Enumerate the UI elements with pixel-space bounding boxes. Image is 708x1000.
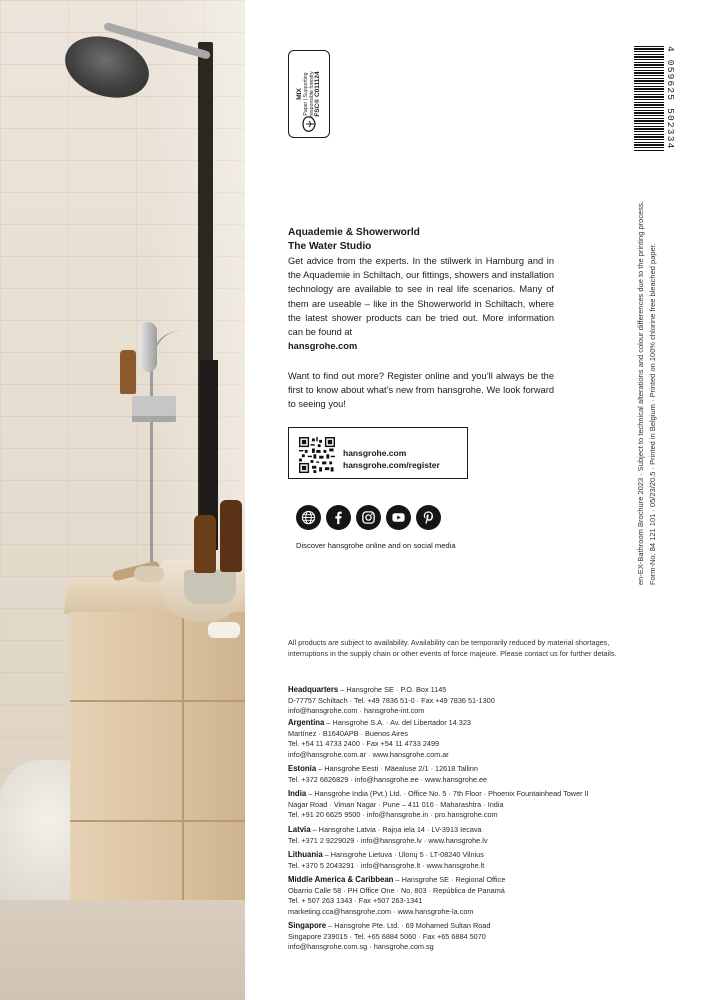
contact-headquarters: Headquarters – Hansgrohe SE · P.O. Box 1145 D-77757 Schiltach · Tel. +49 7836 51-0 · Fax +49 7836 51-1300 info@hansgrohe.com · hansgrohe-int.com (288, 685, 495, 716)
contact-estonia: Estonia – Hansgrohe Eesti · Mäealuse 2/1 · 12618 Tallinn Tel. +372 6826829 · info@hansgrohe.ee · www.hansgrohe.ee (288, 764, 488, 784)
instagram-icon[interactable] (356, 505, 381, 530)
barcode-number: 4 059625 502334 (665, 46, 676, 150)
contact-argentina: Argentina – Hansgrohe S.A. · Av. del Libertador 14.323 Martínez · B1640APB · Buenos Aires Tel. +54 11 4733 2400 · Fax +54 11 4733 2499 info@hansgrohe.com.ar · www.hansgrohe.com.ar (288, 718, 471, 759)
link-register[interactable]: hansgrohe.com/register (343, 460, 440, 470)
contact-middle-america: Middle America & Caribbean – Hansgrohe SE · Regional Office Obarrio Calle 58 · PH Office One · No. 803 · República de Panamá Tel. + 507 263 1343 · Fax +507 263-1341 marketing.cca@hansgrohe.com · www.hansgrohe-la.com (288, 875, 506, 916)
contact-latvia: Latvia – Hansgrohe Latvia · Rajņa iela 14 · LV-3913 Iecava Tel. +371 2 9229029 · info@hansgrohe.lv · www.hansgrohe.lv (288, 825, 488, 845)
youtube-icon[interactable] (386, 505, 411, 530)
fsc-code: FSC® C011124 (314, 71, 321, 117)
print-note: en-EX-Bathroom Brochure 2023 · Subject to technical alterations and colour differences due to the printing process. (636, 201, 645, 585)
intro-paragraph: Get advice from the experts. In the stilwerk in Hamburg and in the Aquademie in Schiltach, our fittings, showers and installation technology are available to see in real life scenarios. Many of them are useable – like in the Showerworld in Schiltach, where the latest shower products can be tried out. More information can be found at hansgrohe.com (288, 254, 554, 353)
hand-shower (139, 322, 157, 372)
heading-aquademie: Aquademie & Showerworld (288, 227, 420, 238)
bathroom-photo (0, 0, 245, 1000)
contact-lithuania: Lithuania – Hansgrohe Lietuva · Ulonų 5 · LT-08240 Vilnius Tel. +370 5 2043291 · info@hansgrohe.lt · www.hansgrohe.lt (288, 850, 485, 870)
barcode (634, 46, 674, 152)
fsc-label: MIX Paper | Supporting responsible forestry FSC® C011124 (288, 50, 330, 138)
form-number-note: Form-No. 84 121 101 · 05/23/20.5 · Printed in Belgium · Printed on 100% chlorine free bleached paper. (648, 243, 657, 585)
qr-links (343, 447, 440, 471)
qr-code[interactable] (299, 437, 335, 473)
fsc-mix: MIX (296, 88, 303, 100)
social-caption: Discover hansgrohe online and on social media (296, 541, 456, 550)
soap (208, 622, 240, 638)
pinterest-icon[interactable] (416, 505, 441, 530)
bottle (220, 500, 242, 572)
bottle (120, 350, 136, 394)
cup (184, 570, 236, 604)
register-paragraph: Want to find out more? Register online and you’ll always be the first to know about what’s new from hansgrohe. We look forward to seeing you! (288, 371, 554, 410)
contact-india: India – Hansgrohe India (Pvt.) Ltd. · Office No. 5 · 7th Floor · Phoenix Fountainhead Tower II Nagar Road · Viman Nagar · Pune – 411 016 · Maharashtra · India Tel. +91 20 6625 9500 · info@hansgrohe.in · pro.hansgrohe.com (288, 789, 589, 820)
globe-icon[interactable] (296, 505, 321, 530)
floor (0, 900, 245, 1000)
barcode-bars (634, 46, 664, 152)
heading-water-studio: The Water Studio (288, 241, 372, 252)
bottle (194, 515, 216, 573)
facebook-icon[interactable] (326, 505, 351, 530)
link-hansgrohe[interactable]: hansgrohe.com (343, 448, 407, 458)
qr-box (288, 427, 468, 479)
availability-note: All products are subject to availability. Availability can be temporarily reduced by material shortages, interruptions in the supply chain or other events of force majeure. Please contact us for further details. (288, 638, 617, 658)
contact-singapore: Singapore – Hansgrohe Pte. Ltd. · 69 Mohamed Sultan Road Singapore 239015 · Tel. +65 6884 5060 · Fax +65 6884 5070 info@hansgrohe.com.sg · hansgrohe.com.sg (288, 921, 491, 952)
thermostat (132, 396, 176, 422)
fsc-tree-icon (302, 114, 316, 134)
hansgrohe-link[interactable]: hansgrohe.com (288, 341, 358, 352)
